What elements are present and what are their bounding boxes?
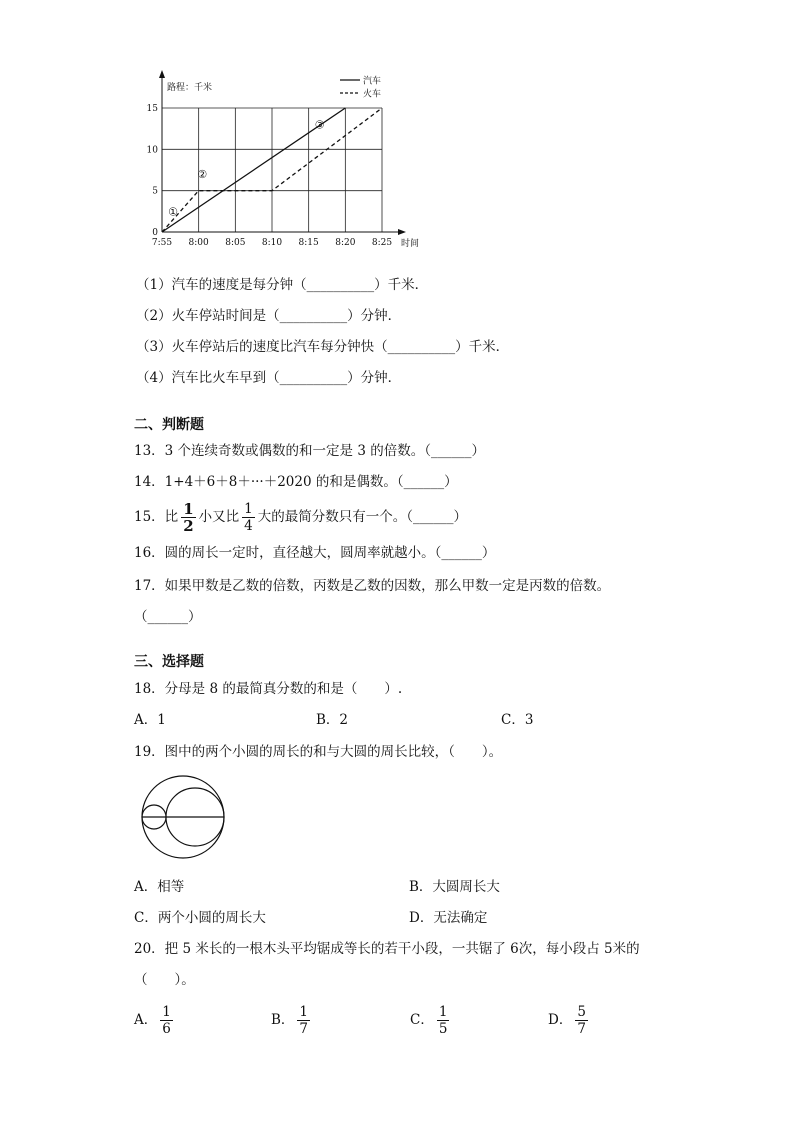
annotation-marker: ② (197, 168, 208, 182)
x-tick-label: 8:05 (225, 238, 246, 248)
q12-part2: （2）火车停站时间是（__________）分钟． (136, 308, 402, 324)
question-19: 19．图中的两个小圆的周长的和与大圆的周长比较，（ ）。 (134, 744, 503, 760)
x-tick-label: 8:15 (298, 238, 319, 248)
y-tick-label: 5 (152, 186, 158, 197)
question-18: 18．分母是 8 的最简真分数的和是（ ）. (134, 681, 403, 697)
question-20-line2: （ ）。 (134, 972, 195, 988)
section-2-title: 二、判断题 (134, 417, 204, 433)
legend-label: 火车 (363, 89, 382, 100)
y-tick-label: 10 (146, 145, 158, 156)
question-13: 13．3 个连续奇数或偶数的和一定是 3 的倍数。（______） (134, 443, 485, 459)
q19-option-a: A．相等 (134, 879, 185, 895)
question-20-line1: 20．把 5 米长的一根木头平均锯成等长的若干小段，一共锯了 6次，每小段占 5米的 (134, 941, 640, 957)
annotation-marker: ③ (314, 118, 325, 132)
question-17-line1: 17．如果甲数是乙数的倍数，丙数是乙数的因数，那么甲数一定是丙数的倍数。 (134, 578, 611, 594)
x-axis-arrow (398, 229, 406, 235)
chart-labels (147, 75, 419, 250)
q12-part1: （1）汽车的速度是每分钟（__________）千米． (136, 277, 429, 293)
q12-part3: （3）火车停站后的速度比汽车每分钟快（__________）千米． (136, 339, 510, 355)
distance-time-chart (140, 68, 440, 253)
q20-option-c: C． $\frac{1}{5}$ (410, 1004, 448, 1037)
x-tick-label: 8:25 (371, 238, 393, 248)
q15-suffix: 大的最简分数只有一个。（______） (257, 509, 467, 525)
y-axis-title: 路程：千米 (167, 83, 213, 93)
x-tick-label: 8:20 (335, 238, 356, 248)
y-axis-arrow (159, 70, 165, 78)
q19-option-c: C．两个小圆的周长大 (134, 910, 266, 926)
question-14: 14．1+4＋6＋8＋···＋2020 的和是偶数。（______） (134, 474, 458, 490)
section-3-title: 三、选择题 (134, 654, 204, 670)
q12-part4: （4）汽车比火车早到（__________）分钟． (136, 370, 402, 386)
chart-grid (162, 108, 382, 232)
circles-figure (138, 774, 228, 862)
q15-middle: 小又比 (198, 509, 240, 525)
fraction-one-half: $\frac{1}{2}$ (183, 500, 194, 535)
fraction-one-quarter: $\frac{1}{4}$ (244, 501, 253, 534)
q18-option-c: C．3 (501, 712, 534, 728)
q20-option-d: D． $\frac{5}{7}$ (548, 1004, 586, 1037)
q19-option-b: B．大圆周长大 (409, 879, 500, 895)
legend-label: 汽车 (363, 76, 382, 87)
annotation-marker: ① (168, 205, 178, 219)
x-tick-label: 8:10 (261, 238, 283, 248)
q20-option-a: A． $\frac{1}{6}$ (134, 1004, 171, 1037)
q18-option-b: B．2 (316, 712, 349, 728)
q18-option-a: A．1 (134, 712, 166, 728)
question-15 (134, 498, 467, 536)
x-tick-label: 7:55 (151, 238, 173, 248)
x-tick-label: 8:00 (188, 238, 209, 248)
question-17-line2: （______） (134, 609, 202, 625)
y-tick-label: 0 (152, 228, 158, 238)
q15-prefix: 15．比 (134, 509, 179, 525)
x-axis-title: 时间 (400, 239, 420, 249)
q19-option-d: D．无法确定 (409, 910, 488, 926)
question-16: 16．圆的周长一定时，直径越大，圆周率就越小。（______） (134, 545, 496, 561)
y-tick-label: 15 (146, 104, 158, 114)
q20-option-b: B． $\frac{1}{7}$ (271, 1004, 309, 1037)
